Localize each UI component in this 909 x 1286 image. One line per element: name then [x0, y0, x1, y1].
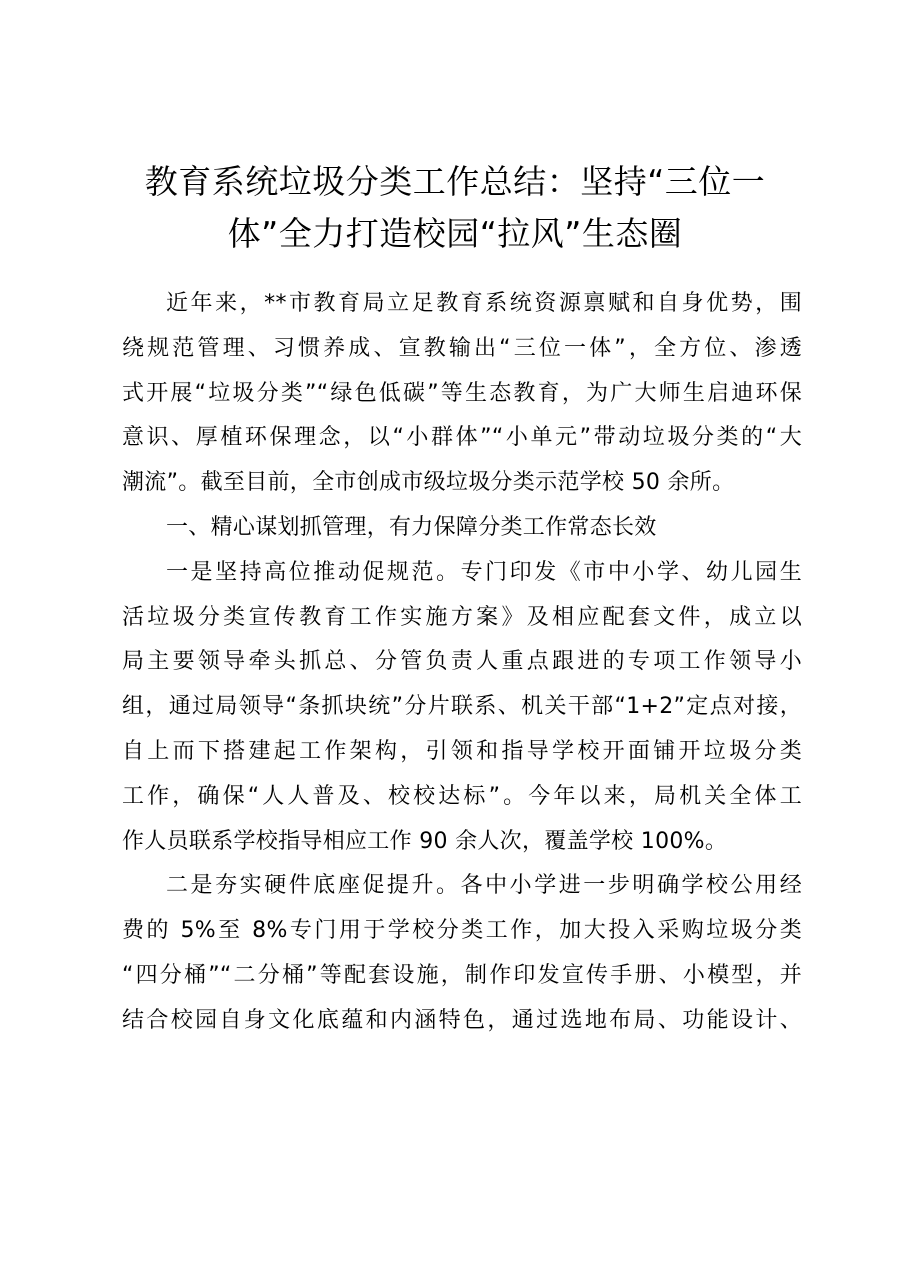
title-line: 教育系统垃圾分类工作总结：坚持“三位一: [144, 162, 766, 201]
paragraph-line: 局主要领导牵头抓总、分管负责人重点跟进的专项工作领导小: [122, 649, 802, 675]
paragraph-line: 作人员联系学校指导相应工作 90 余人次，覆盖学校 100%。: [122, 828, 728, 854]
paragraph-line: 自上而下搭建起工作架构，引领和指导学校开面铺开垃圾分类: [122, 738, 802, 764]
paragraph-line: 一是坚持高位推动促规范。专门印发《市中小学、幼儿园生: [166, 559, 802, 585]
paragraph-line: “四分桶”“二分桶”等配套设施，制作印发宣传手册、小模型，并: [122, 962, 802, 988]
title-line: 体”全力打造校园“拉风”生态圈: [227, 214, 683, 253]
section-heading: 一、精心谋划抓管理，有力保障分类工作常态长效: [166, 514, 657, 540]
paragraph-line: 工作，确保“人人普及、校校达标”。今年以来，局机关全体工: [122, 783, 802, 809]
document-title: [110, 156, 800, 260]
paragraph-line: 潮流”。截至目前，全市创成市级垃圾分类示范学校 50 余所。: [122, 470, 735, 496]
paragraph-line: 组，通过局领导“条抓块统”分片联系、机关干部“1+2”定点对接，: [122, 694, 802, 720]
paragraph-line: 活垃圾分类宣传教育工作实施方案》及相应配套文件，成立以: [122, 604, 802, 630]
paragraph-line: 结合校园自身文化底蕴和内涵特色，通过选地布局、功能设计、: [122, 1007, 802, 1033]
paragraph-line: 意识、厚植环保理念，以“小群体”“小单元”带动垃圾分类的“大: [122, 425, 802, 451]
paragraph-line: 式开展“垃圾分类”“绿色低碳”等生态教育，为广大师生启迪环保: [122, 380, 802, 406]
paragraph-line: 二是夯实硬件底座促提升。各中小学进一步明确学校公用经: [166, 873, 802, 899]
paragraph-line: 费的 5%至 8%专门用于学校分类工作，加大投入采购垃圾分类: [122, 918, 802, 944]
paragraph-line: 近年来，**市教育局立足教育系统资源禀赋和自身优势，围: [166, 291, 802, 316]
paragraph-line: 绕规范管理、习惯养成、宣教输出“三位一体”，全方位、渗透: [122, 335, 802, 361]
document-body: [122, 282, 802, 1044]
